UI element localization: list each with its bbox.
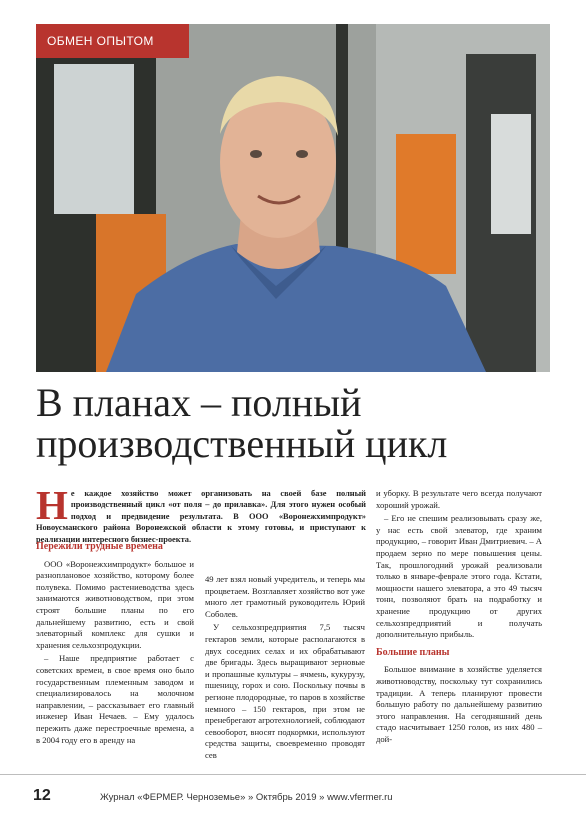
paragraph: и уборку. В результате чего всегда получают хороший урожай.: [376, 488, 542, 510]
article-lead: [36, 482, 366, 545]
column-2: [205, 574, 365, 764]
paragraph: У сельхозпредприятия 7,5 тысяч гектаров земли, которые располагаются в двух соседних селах и их обрабатывают две бригады. Здесь выращивают зерновые и пропашные культуры – ячмень, кукурузу, пшеницу, горох и сою. Поскольку почвы в регионе плодородные, то паров в хозяйстве немного – 150 гектаров, при этом не пренебрегают агротехнологией, соблюдают севооборот, вносят подкормки, используют средства защиты, своевременно проводят сев: [205, 622, 365, 760]
section-label: ОБМЕН ОПЫТОМ: [36, 24, 189, 58]
column-1: [36, 541, 194, 748]
paragraph: Большое внимание в хозяйстве уделяется животноводству, поскольку тут сохранились традиции. А теперь планируют провести большую работу по дальнейшему развитию этого направления. На сегодняшний день стадо насчитывает 1250 голов, из них 480 – дой-: [376, 664, 542, 744]
article-photo: [36, 24, 550, 372]
drop-cap: Н: [36, 482, 68, 528]
paragraph: – Его не спешим реализовывать сразу же, у нас есть свой элеватор, где храним продукцию, – говорит Иван Дмитриевич. – А продаем зерно по мере повышения цены. Так, прошлогодний урожай реализовали только в январе-феврале этого года. Кстати, мощности нашего элеватора, а это 49 тысяч тонн, позволяют брать на подработку и хранение продукцию от других сельхозпредприятий и получать дополнительную прибыль.: [376, 513, 542, 640]
article-title: В планах – полный производственный цикл: [36, 380, 448, 466]
paragraph: – Наше предприятие работает с советских времен, в свое время оно было государственным племенным заводом и специализировалось на молочном направлении, – рассказывает его главный инженер Иван Нечаев. – Ему удалось пережить даже перестроечные времена, а в 2004 году его в аренду на: [36, 653, 194, 745]
page-footer: [0, 774, 586, 821]
lead-text: е каждое хозяйство может организовать на своей базе полный производственный цикл «от поля – до прилавка». Для этого нужен особый подход и предвидение результата. В ООО «Воронежхимпродукт» Новоусманского района Воронежской области к этому готовы, и приступают к реализации интересного бизнес-проекта.: [36, 489, 366, 544]
subheading-hard-times: Пережили трудные времена: [36, 541, 163, 552]
portrait-illustration: [36, 24, 550, 372]
paragraph: 49 лет взял новый учредитель, и теперь мы процветаем. Возглавляет хозяйство вот уже много лет грамотный руководитель Юрий Соболев.: [205, 574, 365, 619]
column-3: [376, 488, 542, 747]
page-number: 12: [33, 787, 51, 804]
footer-credit: Журнал «ФЕРМЕР. Черноземье» » Октябрь 2019 » www.vfermer.ru: [100, 792, 393, 803]
subheading-big-plans: Большие планы: [376, 646, 450, 658]
paragraph: ООО «Воронежхимпродукт» большое и разноплановое хозяйство, которому более полувека. Помимо растениеводства здесь занимаются животноводством, при этом строят большие планы по его дальнейшему развитию, есть и свой элеваторный комплекс для сушки и хранения сельхозпродукции.: [36, 558, 194, 650]
